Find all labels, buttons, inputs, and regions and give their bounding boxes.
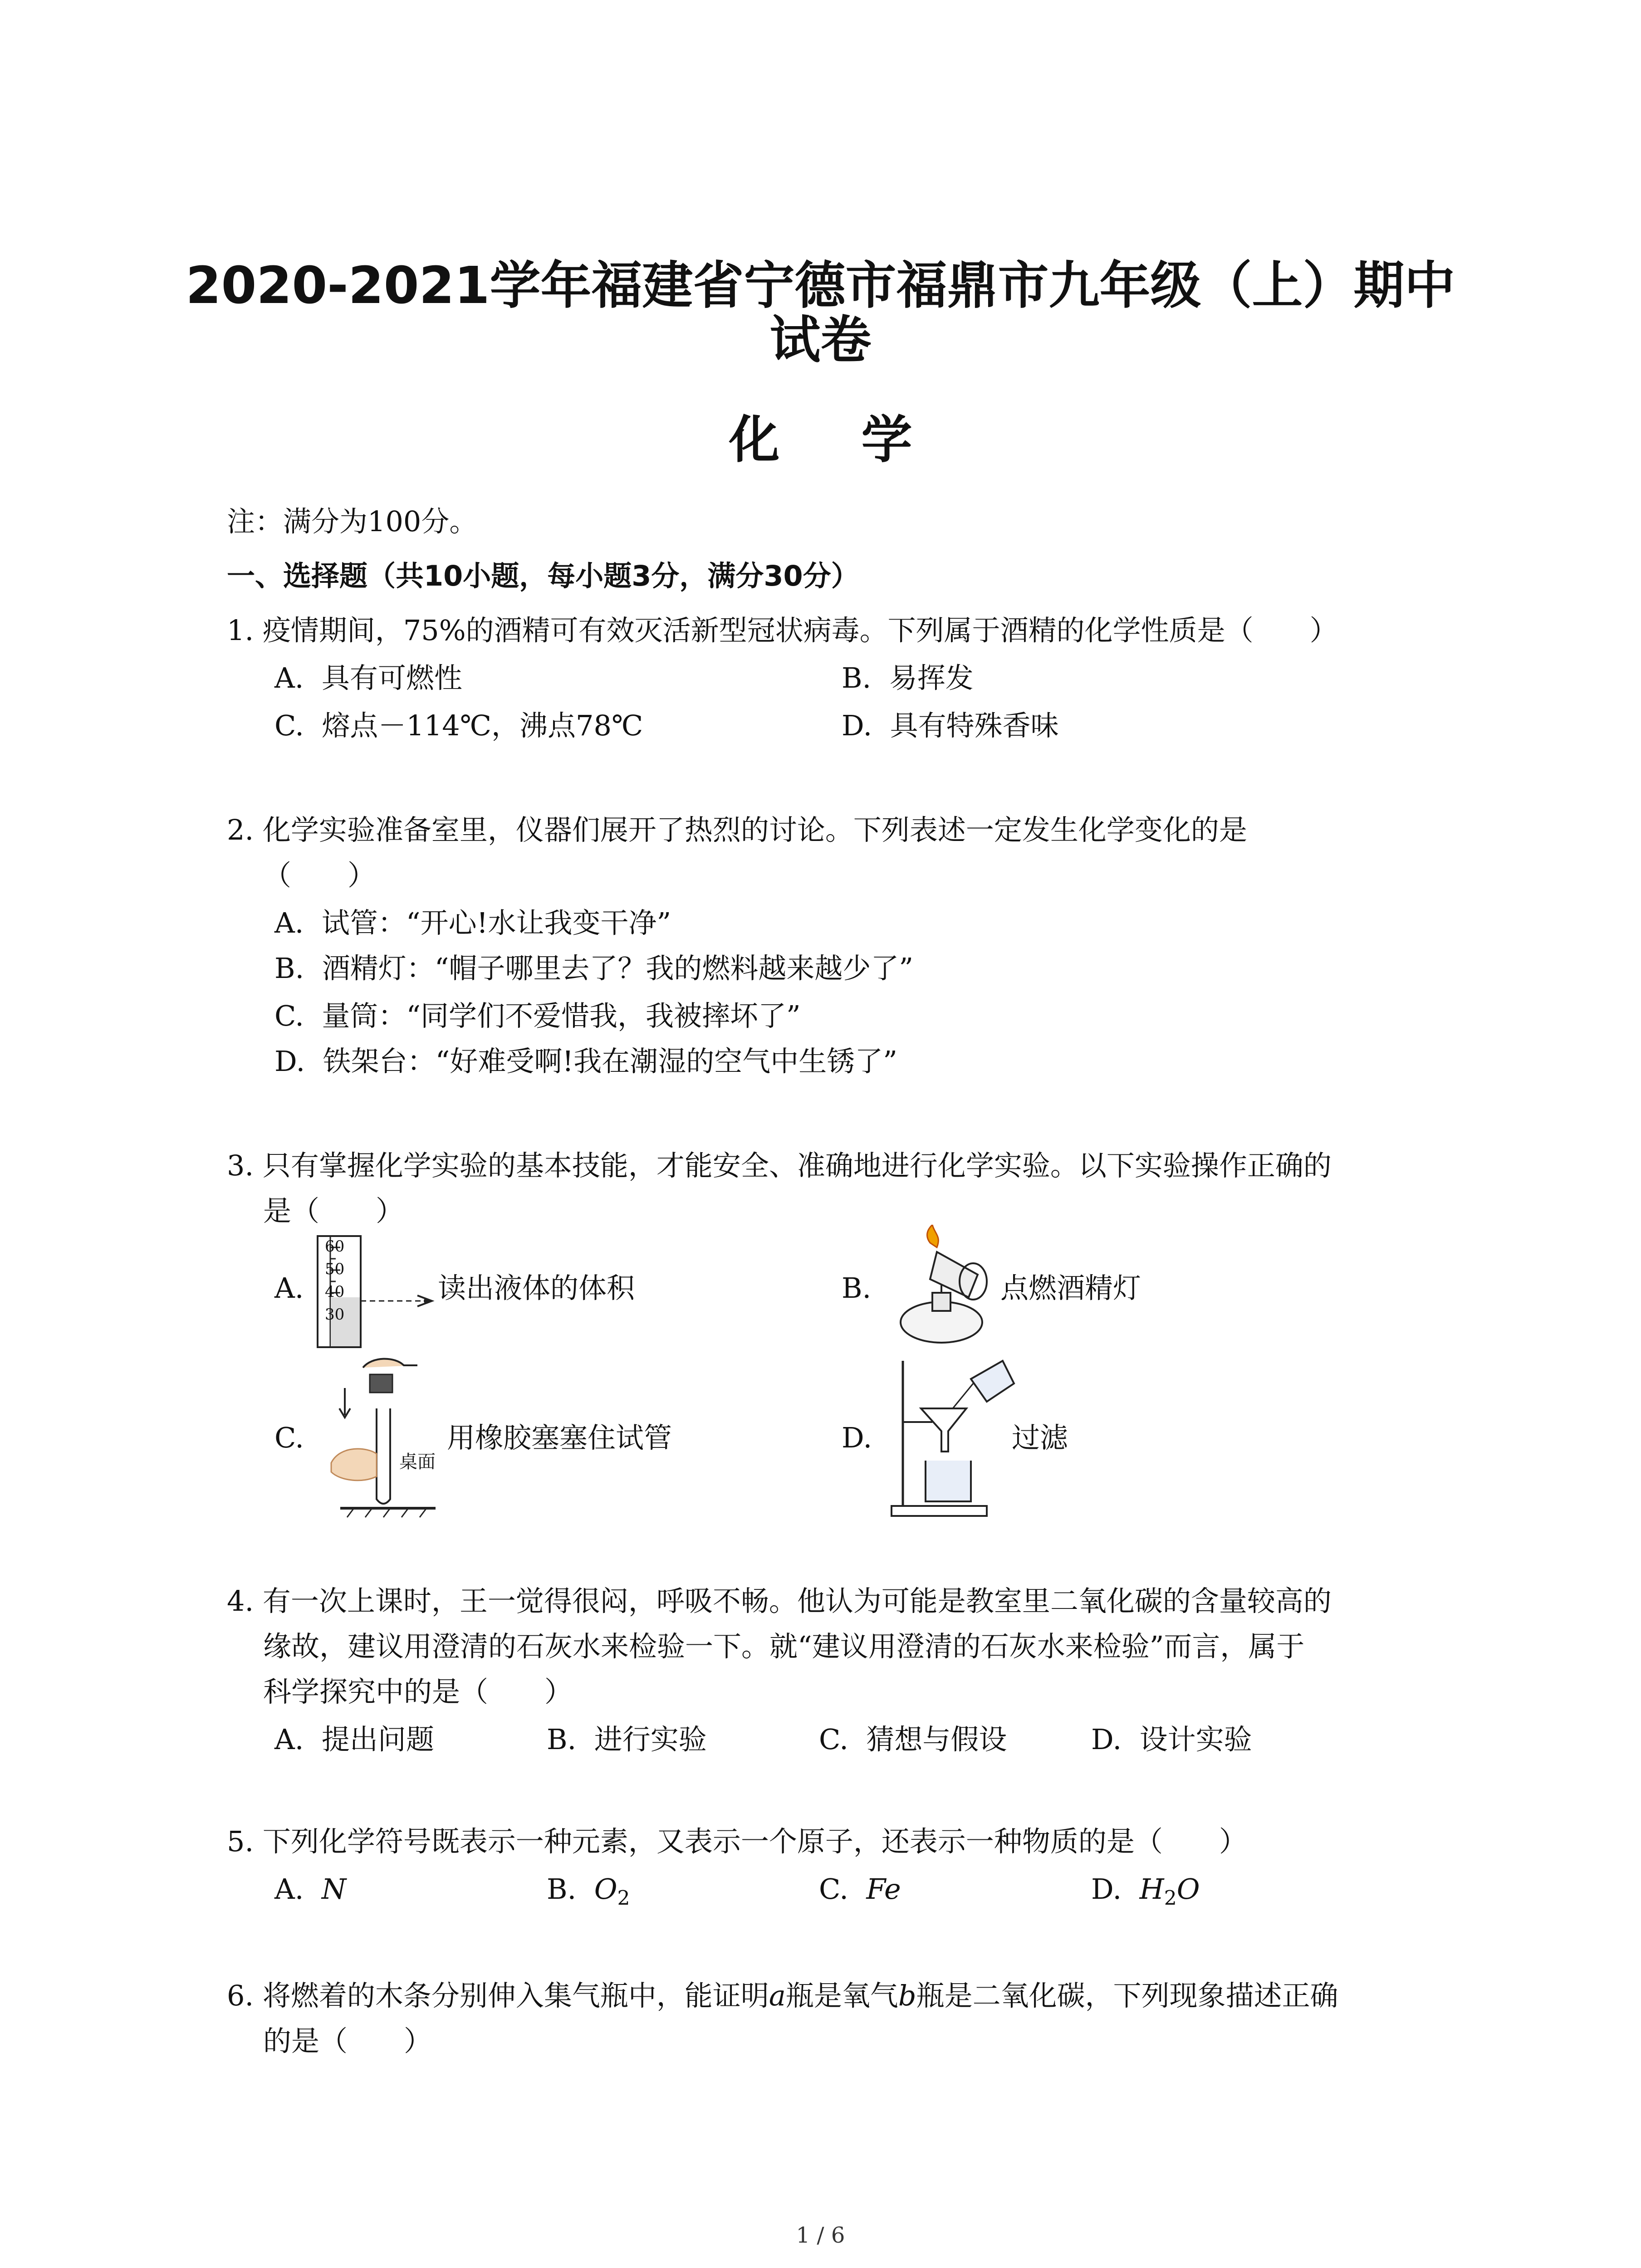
q5-option-a: A. N xyxy=(274,1872,347,1906)
page-title: 2020-2021学年福建省宁德市福鼎市九年级（上）期中 xyxy=(186,256,1455,315)
q2-option-c: C. 量筒：“同学们不爱惜我，我被摔坏了” xyxy=(274,999,801,1032)
q4-option-d: D. 设计实验 xyxy=(1091,1723,1252,1756)
q1-option-a: A. 具有可燃性 xyxy=(274,661,462,694)
q3-option-b-letter: B. xyxy=(842,1271,872,1305)
question-3-stem: 3. 只有掌握化学实验的基本技能，才能安全、准确地进行化学实验。以下实验操作正确的 xyxy=(227,1149,1332,1182)
q5-option-c: C. Fe xyxy=(819,1872,901,1906)
q2-option-b: B. 酒精灯：“帽子哪里去了？我的燃料越来越少了” xyxy=(274,952,914,985)
question-4-stem-cont2: 科学探究中的是（ ） xyxy=(263,1675,573,1708)
table-label: 桌面 xyxy=(399,1452,436,1472)
q2-option-a: A. 试管：“开心!水让我变干净” xyxy=(274,906,671,939)
q3-option-a-letter: A. xyxy=(274,1271,304,1305)
section-heading: 一、选择题（共10小题，每小题3分，满分30分） xyxy=(227,559,859,592)
q3-option-c-letter: C. xyxy=(274,1421,304,1454)
question-2-stem-cont: （ ） xyxy=(263,859,376,892)
question-6-stem-cont: 的是（ ） xyxy=(263,2024,432,2058)
cylinder-tick-60: 60 xyxy=(325,1237,345,1256)
q3-option-d-letter: D. xyxy=(842,1421,872,1454)
q4-option-a: A. 提出问题 xyxy=(274,1723,434,1756)
cylinder-tick-40: 40 xyxy=(325,1283,345,1301)
question-4-stem: 4. 有一次上课时，王一觉得很闷，呼吸不畅。他认为可能是教室里二氧化碳的含量较高的 xyxy=(227,1584,1332,1618)
page-number: 1 / 6 xyxy=(796,2223,845,2248)
q5-option-d: D. $H_2O$ xyxy=(1091,1872,1200,1910)
q4-option-b: B. 进行实验 xyxy=(547,1723,707,1756)
q3-option-d-text: 过滤 xyxy=(1012,1421,1068,1454)
score-note: 注：满分为100分。 xyxy=(227,505,478,538)
page-title-line2: 试卷 xyxy=(769,311,872,370)
question-1-stem: 1. 疫情期间，75%的酒精可有效灭活新型冠状病毒。下列属于酒精的化学性质是（ ） xyxy=(227,614,1338,647)
subject-heading: 化学 xyxy=(729,411,994,469)
alcohol-lamp-figure xyxy=(887,1225,996,1352)
q1-option-b: B. 易挥发 xyxy=(842,661,974,694)
question-3-stem-cont: 是（ ） xyxy=(263,1194,404,1227)
stopper-test-tube-figure xyxy=(327,1354,436,1522)
question-6-stem: 6. 将燃着的木条分别伸入集气瓶中，能证明a瓶是氧气b瓶是二氧化碳，下列现象描述正确 xyxy=(227,1979,1338,2012)
q3-option-c-text: 用橡胶塞塞住试管 xyxy=(447,1421,672,1454)
q5-option-b: B. $O_2$ xyxy=(547,1872,630,1910)
cylinder-tick-30: 30 xyxy=(325,1305,345,1324)
q3-option-a-text: 读出液体的体积 xyxy=(438,1271,635,1305)
question-5-stem: 5. 下列化学符号既表示一种元素，又表示一个原子，还表示一种物质的是（ ） xyxy=(227,1825,1247,1858)
question-4-stem-cont: 缘故，建议用澄清的石灰水来检验一下。就“建议用澄清的石灰水来检验”而言，属于 xyxy=(263,1630,1305,1663)
q4-option-c: C. 猜想与假设 xyxy=(819,1723,1007,1756)
q1-option-d: D. 具有特殊香味 xyxy=(842,709,1059,742)
question-2-stem: 2. 化学实验准备室里，仪器们展开了热烈的讨论。下列表述一定发生化学变化的是 xyxy=(227,813,1247,846)
cylinder-tick-50: 50 xyxy=(325,1260,345,1278)
q2-option-d: D. 铁架台：“好难受啊!我在潮湿的空气中生锈了” xyxy=(274,1045,897,1078)
q3-option-b-text: 点燃酒精灯 xyxy=(1000,1271,1141,1305)
q1-option-c: C. 熔点－114℃，沸点78℃ xyxy=(274,709,643,742)
filtration-figure xyxy=(887,1352,1023,1520)
